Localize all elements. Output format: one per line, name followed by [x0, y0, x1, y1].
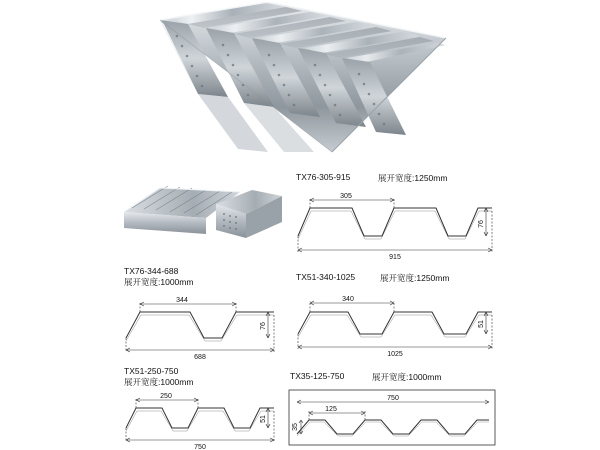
- profile-label-tx76-344-688: [124, 266, 193, 288]
- profile-spread-text: 展开宽度:1000mm: [124, 377, 194, 387]
- dim-height-tx51-340-1025: 51: [478, 320, 485, 328]
- profile-spread-tx35-125-750: 展开宽度:1000mm: [372, 372, 442, 382]
- dim-bottom-tx51-250-750: 750: [194, 444, 206, 450]
- profile-drawing-tx51-250-750: [118, 392, 283, 450]
- dim-bottom-tx76-305-915: 915: [389, 254, 401, 260]
- dim-sub-tx35-125-750: 125: [325, 406, 337, 413]
- profile-spread-tx76-305-915: 展开宽度:1250mm: [378, 173, 448, 183]
- profile-spread-text: 展开宽度:1000mm: [124, 277, 194, 287]
- profile-label-tx35-125-750: TX35-125-750: [290, 371, 345, 381]
- secondary-deck-photo: [120, 182, 285, 250]
- profile-model-text: TX76-344-688: [124, 266, 179, 276]
- dim-height-tx76-305-915: 76: [478, 220, 485, 228]
- profile-drawing-tx76-305-915: [290, 188, 500, 260]
- main-deck-photo: [150, 2, 450, 154]
- profile-drawing-tx76-344-688: [118, 292, 283, 360]
- dim-bottom-tx76-344-688: 688: [194, 354, 206, 360]
- profile-drawing-tx51-340-1025: [290, 290, 500, 358]
- dim-height-tx35-125-750: 35: [292, 423, 299, 431]
- dim-top-tx76-305-915: 305: [340, 193, 352, 200]
- dim-height-tx51-250-750: 51: [260, 415, 267, 423]
- dim-top-tx51-340-1025: 340: [342, 296, 354, 303]
- dim-bottom-tx51-340-1025: 1025: [387, 351, 403, 358]
- profile-spread-tx51-340-1025: 展开宽度:1250mm: [380, 273, 450, 283]
- dim-height-tx76-344-688: 76: [260, 322, 267, 330]
- dim-top-tx51-250-750: 250: [160, 393, 172, 400]
- dim-top-tx76-344-688: 344: [176, 297, 188, 304]
- dim-top-tx35-125-750: 750: [387, 395, 399, 402]
- profile-label-tx51-340-1025: TX51-340-1025: [296, 272, 356, 282]
- profile-label-tx51-250-750: [124, 366, 193, 388]
- profile-label-tx76-305-915: TX76-305-915: [296, 172, 351, 182]
- profile-model-text: TX51-250-750: [124, 366, 179, 376]
- profile-drawing-tx35-125-750: [285, 386, 500, 448]
